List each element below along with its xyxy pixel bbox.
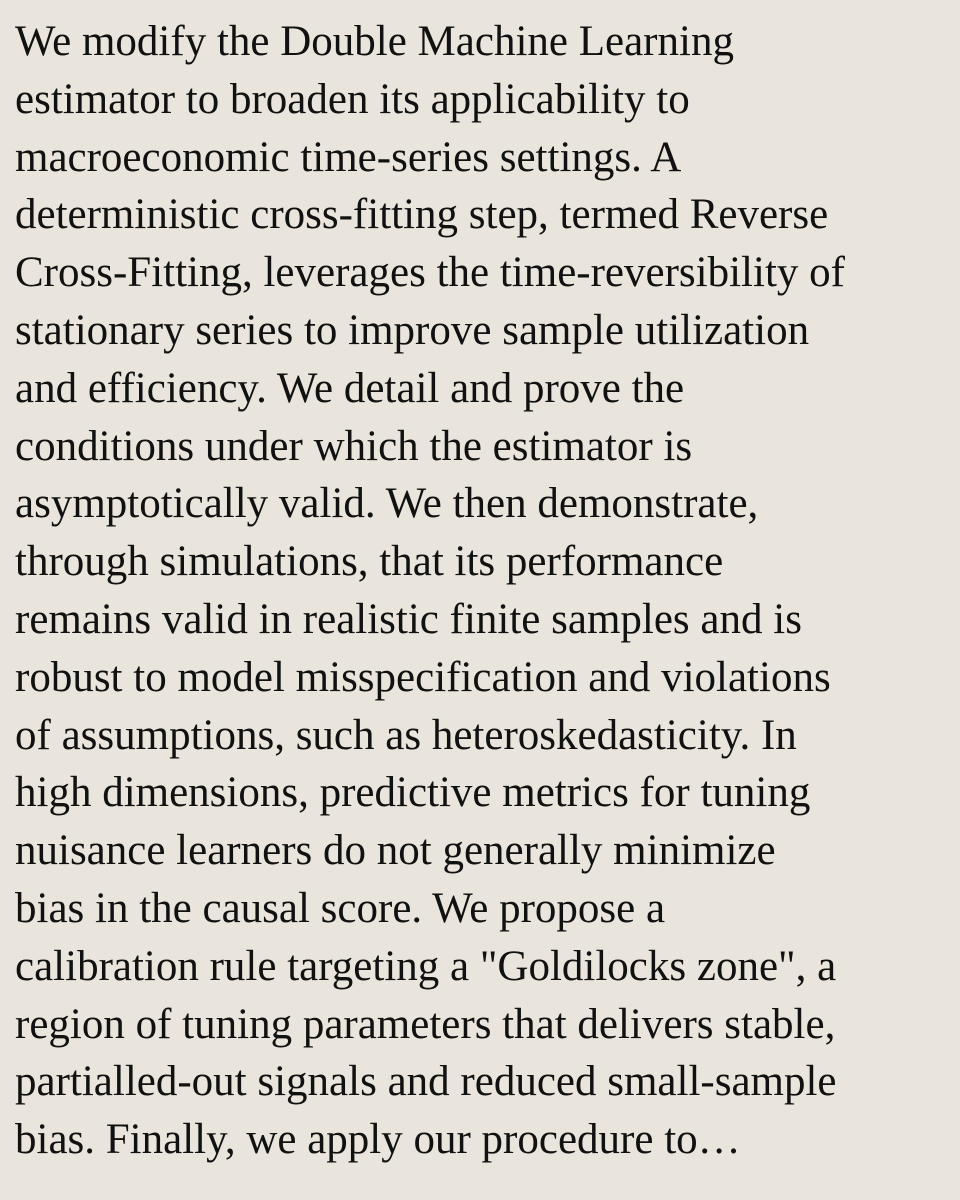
abstract-line: deterministic cross-fitting step, termed Reverse xyxy=(15,191,829,239)
abstract-line: calibration rule targeting a "Goldilocks zone", a xyxy=(15,942,837,990)
abstract-line: robust to model misspecification and violations xyxy=(15,653,831,701)
abstract-line: partialled-out signals and reduced small-sample xyxy=(15,1058,837,1106)
abstract-line: bias in the causal score. We propose a xyxy=(15,884,666,932)
abstract-line: estimator to broaden its applicability to xyxy=(15,75,690,123)
abstract-line: region of tuning parameters that delivers stable, xyxy=(15,1000,836,1048)
abstract-line: asymptotically valid. We then demonstrate, xyxy=(15,480,759,528)
abstract-line: remains valid in realistic finite samples and is xyxy=(15,595,802,643)
abstract-line: bias. Finally, we apply our procedure to… xyxy=(15,1116,741,1164)
abstract-line: of assumptions, such as heteroskedasticity. In xyxy=(15,711,797,759)
abstract-line: macroeconomic time-series settings. A xyxy=(15,133,682,181)
abstract-line: high dimensions, predictive metrics for tuning xyxy=(15,769,811,817)
abstract-line: stationary series to improve sample utilization xyxy=(15,306,810,354)
abstract-line: Cross-Fitting, leverages the time-reversibility of xyxy=(15,249,845,297)
abstract-line: through simulations, that its performance xyxy=(15,538,724,586)
abstract-line: We modify the Double Machine Learning xyxy=(15,18,734,65)
abstract-text xyxy=(15,13,845,1169)
abstract-line: conditions under which the estimator is xyxy=(15,422,693,470)
abstract-line: and efficiency. We detail and prove the xyxy=(15,364,685,412)
abstract-line: nuisance learners do not generally minimize xyxy=(15,827,776,875)
